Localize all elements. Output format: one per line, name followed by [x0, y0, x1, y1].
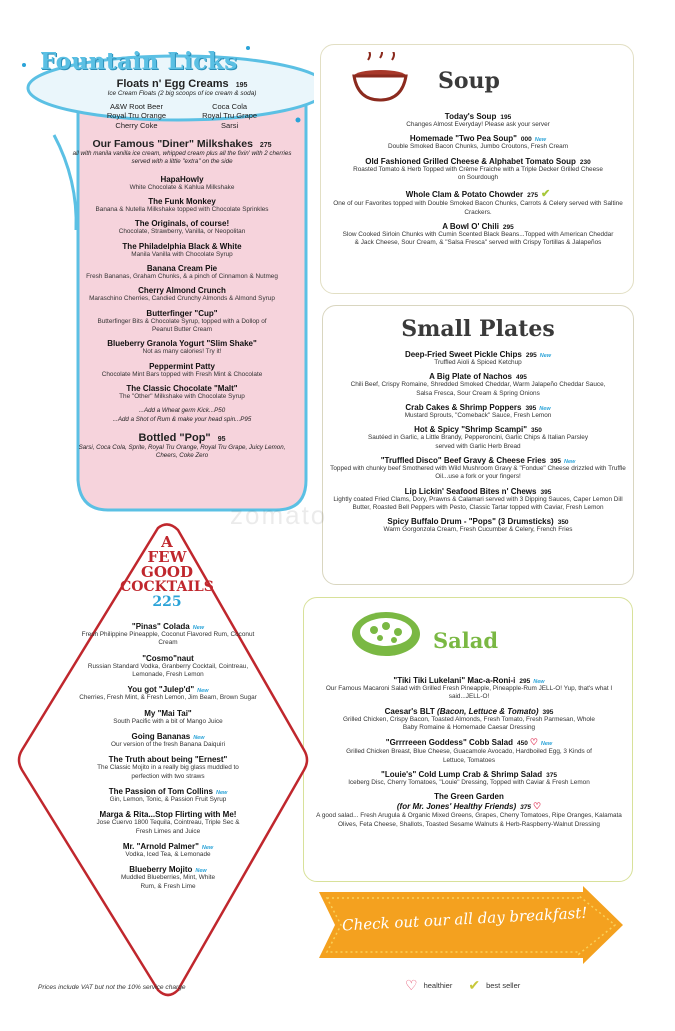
item-name: The Originals, of course!	[134, 219, 230, 229]
addon-line: ...Add a Shot of Rum & make your head spin...P95	[112, 415, 252, 423]
menu-item	[62, 362, 302, 379]
menu-item	[78, 732, 258, 749]
menu-item	[62, 384, 302, 401]
item-price: 395	[550, 457, 561, 465]
item-name: Lip Lickin' Seafood Bites n' Chews	[404, 486, 537, 496]
item-name: The Passion of Tom Collins	[108, 786, 213, 796]
menu-item	[62, 197, 302, 214]
cocktails-price: 225	[152, 594, 182, 610]
item-desc: Maraschino Cherries, Candied Crunchy Almonds & Almond Syrup	[89, 295, 275, 303]
bottled-title: Bottled "Pop"	[138, 431, 211, 444]
item-price: 350	[531, 427, 542, 435]
vat-note: Prices include VAT but not the 10% service charge	[38, 984, 186, 991]
item-name: Cherry Almond Crunch	[138, 286, 226, 296]
item-desc: Sautéed in Garlic, a Little Brandy, Pepperoncini, Garlic Chips & Italian Parsley served with Garlic Herb Bread	[367, 434, 589, 450]
item-subname: (for Mr. Jones' Healthy Friends)	[396, 802, 517, 812]
item-desc: Vodka, Iced Tea, & Lemonade	[125, 850, 211, 858]
item-price: 395	[525, 404, 537, 412]
item-desc: Iceberg Disc, Cherry Tomatoes, "Louie" Dressing, Topped with Caviar & Fresh Lemon	[348, 778, 590, 786]
item-price: 395	[540, 488, 552, 496]
menu-item	[78, 685, 258, 702]
bottled-price: 95	[217, 435, 226, 443]
item-desc: The "Other" Milkshake with Chocolate Syrup	[119, 392, 245, 400]
item-name: You got "Julep'd"	[127, 685, 195, 695]
salad-title: Salad	[433, 628, 499, 653]
item-desc: A good salad... Fresh Arugula & Organic Mixed Greens, Grapes, Cherry Tomatoes, Ripe Oranges, Kalamata Olives, Feta Cheese, Shallots, Toasted Sesame Walnuts & Herb-Raspberry-Walnut Dressing	[316, 812, 622, 828]
item-name: Butterfinger "Cup"	[146, 308, 218, 318]
item-name: A Big Plate of Nachos	[429, 372, 512, 382]
item-desc: Manila Vanilla with Chocolate Syrup	[131, 250, 233, 258]
salad-bowl-icon	[348, 608, 424, 660]
check-icon: ✔	[468, 977, 481, 993]
fountain-menu	[62, 78, 302, 460]
menu-item	[78, 787, 258, 804]
item-desc: Lightly coated Fried Clams, Dory, Prawns & Calamari served with 3 Dipping Sauces, Caper Lemon Dill Butter, Roasted Bell Peppers with Pesto, Classic Tartar topped with Caviar, Fresh Lemon	[333, 495, 623, 511]
menu-item	[62, 286, 302, 303]
cocktails-menu	[78, 622, 258, 897]
menu-item	[78, 810, 258, 836]
new-badge: New	[563, 458, 576, 465]
item-name: Blueberry Mojito	[129, 865, 193, 875]
small-plates-menu	[330, 350, 626, 540]
item-name: Deep-Fried Sweet Pickle Chips	[404, 350, 522, 359]
item-name: "Louie's" Cold Lump Crab & Shrimp Salad	[381, 769, 543, 779]
menu-item	[330, 112, 626, 129]
item-name: Spicy Buffalo Drum - "Pops" (3 Drumsticks)	[387, 517, 554, 527]
breakfast-banner-text: Check out our all day breakfast!	[341, 903, 588, 935]
floats-header	[62, 78, 302, 90]
item-name: "Grrrreeen Goddess" Cobb Salad	[385, 738, 513, 748]
menu-item	[62, 264, 302, 281]
item-desc: Not as many calories! Try it!	[142, 348, 222, 356]
menu-item	[330, 403, 626, 420]
cocktails-title-line: GOOD	[141, 563, 193, 581]
menu-item	[62, 219, 302, 236]
item-name: Whole Clam & Potato Chowder	[405, 190, 524, 200]
new-badge: New	[197, 688, 209, 695]
item-desc: Truffled Aioli & Spiced Ketchup	[434, 359, 522, 366]
item-name: Marga & Rita...Stop Flirting with Me!	[99, 810, 237, 820]
menu-item	[313, 737, 625, 765]
new-badge: New	[540, 741, 553, 748]
new-badge: New	[539, 405, 551, 412]
item-desc: Chili Beef, Crispy Romaine, Shredded Smoked Cheddar, Warm Jalapeño Cheddar Sauce, Salsa Fresca, Sour Cream & Spring Onions	[350, 381, 606, 397]
addons	[62, 407, 302, 424]
new-badge: New	[201, 844, 214, 851]
bottled-desc: Sarsi, Coca Cola, Sprite, Royal Tru Orange, Royal Tru Grape, Juicy Lemon, Cheers, Coke Zero	[78, 443, 286, 460]
item-name: Caesar's BLT	[384, 706, 435, 716]
menu-item	[62, 242, 302, 259]
item-desc: White Chocolate & Kahlua Milkshake	[129, 183, 235, 191]
item-name: My "Mai Tai"	[144, 708, 192, 718]
item-price: 295	[502, 223, 514, 231]
item-name: A Bowl O' Chili	[442, 221, 499, 231]
soup-menu	[330, 112, 626, 253]
item-price: 375	[520, 804, 532, 812]
menu-item	[62, 339, 302, 356]
item-name: The Green Garden	[434, 792, 504, 802]
item-name: The Philadelphia Black & White	[122, 241, 242, 251]
float-flavor: Cherry Coke	[115, 120, 158, 130]
item-desc: One of our Favorites topped with Double Smoked Bacon Chunks, Carrots & Celery served with Saltine Crackers.	[333, 200, 623, 216]
float-flavor: Royal Tru Orange	[106, 111, 167, 121]
fountain-licks-title: Fountain Licks	[40, 48, 238, 75]
item-desc: Topped with chunky beef Smothered with Wild Mushroom Gravy & "Fondue" Cheese drizzled with Truffle Oil...use a fork or your fingers!	[330, 464, 626, 481]
menu-item	[313, 676, 625, 702]
menu-item	[78, 755, 258, 781]
salad-menu	[313, 676, 625, 834]
item-desc: Changes Almost Everyday! Please ask your server	[406, 121, 550, 128]
soup-title: Soup	[438, 68, 500, 94]
heart-icon: ♡	[405, 977, 418, 993]
legend-healthier-label: healthier	[423, 981, 453, 990]
small-plates-title: Small Plates	[401, 316, 555, 342]
item-name: Today's Soup	[444, 112, 497, 121]
item-name: "Cosmo"naut	[142, 653, 194, 663]
best-seller-check-icon: ✔	[540, 188, 551, 201]
menu-item	[78, 865, 258, 891]
healthier-heart-icon: ♡	[529, 737, 538, 748]
item-name: Homemade "Two Pea Soup"	[409, 134, 517, 144]
item-name: The Classic Chocolate "Malt"	[126, 383, 238, 393]
item-name: Crab Cakes & Shrimp Poppers	[405, 402, 522, 412]
bottled-header	[62, 432, 302, 444]
cocktails-title-line: FEW	[147, 548, 187, 566]
healthier-heart-icon: ♡	[533, 801, 542, 812]
item-name: "Pinas" Colada	[131, 622, 190, 631]
menu-item	[330, 350, 626, 367]
item-desc: Chocolate, Strawberry, Vanilla, or Neopolitan	[118, 228, 246, 236]
item-desc: The Classic Mojito in a really big glass muddled to perfection with two straws	[97, 764, 239, 780]
item-name: Going Bananas	[131, 731, 191, 741]
item-price: 275	[527, 192, 538, 200]
item-name: HapaHowly	[160, 174, 204, 184]
item-price: 295	[525, 352, 537, 359]
menu-item	[330, 157, 626, 183]
menu-item	[78, 842, 258, 859]
item-name: Peppermint Patty	[149, 361, 215, 371]
item-desc: Chocolate Mint Bars topped with Fresh Mint & Chocolate	[101, 370, 263, 378]
menu-item	[330, 134, 626, 151]
menu-item	[330, 517, 626, 534]
item-desc: Our version of the fresh Banana Daiquiri	[110, 740, 226, 748]
floats-subtitle: Ice Cream Floats (2 big scoops of ice cream & soda)	[107, 90, 257, 97]
item-desc: Grilled Chicken, Crispy Bacon, Toasted Almonds, Fresh Tomato, Fresh Parmesan, Whole Baby Romaine & Homemade Caesar Dressing	[343, 715, 595, 731]
item-name: Hot & Spicy "Shrimp Scampi"	[414, 425, 528, 435]
menu-item	[330, 222, 626, 248]
item-name: Mr. "Arnold Palmer"	[122, 841, 199, 851]
item-name: Old Fashioned Grilled Cheese & Alphabet Tomato Soup	[365, 156, 576, 166]
item-desc: Fresh Philippine Pineapple, Coconut Flavored Rum, Coconut Cream	[81, 631, 255, 647]
menu-item	[330, 187, 626, 217]
cocktails-title	[118, 535, 216, 610]
new-badge: New	[539, 353, 552, 359]
menu-item	[78, 622, 258, 648]
item-desc: Roasted Tomato & Herb Topped with Crème Fraiche with a Triple Decker Grilled Cheese on Sourdough	[353, 165, 603, 181]
menu-item	[313, 792, 625, 829]
item-price: 195	[500, 114, 512, 121]
new-badge: New	[195, 868, 207, 875]
float-flavors	[62, 102, 302, 130]
item-desc: Warm Gorgonzola Cream, Fresh Cucumber & Celery, French Fries	[383, 526, 573, 534]
float-flavor: Sarsi	[221, 120, 239, 130]
cocktails-title-line: A	[161, 533, 173, 551]
item-price: 395	[542, 708, 554, 716]
soup-bowl-icon	[350, 52, 428, 104]
item-desc: Butterfinger Bits & Chocolate Syrup, topped with a Dollop of Peanut Butter Cream	[97, 317, 267, 333]
item-desc: Mustard Sprouts, "Comeback" Sauce, Fresh Lemon	[404, 411, 552, 419]
addon-line: ...Add a Wheat germ Kick...P50	[138, 407, 226, 415]
float-flavor: Royal Tru Grape	[202, 111, 258, 121]
menu-item	[62, 175, 302, 192]
menu-item	[330, 487, 626, 513]
new-badge: New	[533, 679, 545, 685]
menu-item	[313, 770, 625, 787]
item-name: The Funk Monkey	[148, 196, 216, 206]
milkshakes-title: Our Famous "Diner" Milkshakes	[92, 138, 253, 151]
menu-item	[78, 709, 258, 726]
milkshakes-header	[62, 138, 302, 150]
item-desc: Banana & Nutella Milkshake topped with Chocolate Sprinkles	[95, 205, 269, 213]
item-desc: Our Famous Macaroni Salad with Grilled Fresh Pineapple, Pineapple-Rum JELL-O! Yup, that's what I said...JELL-O!	[325, 685, 613, 701]
menu-item	[78, 654, 258, 680]
item-desc: Slow Cooked Sirloin Chunks with Cumin Scented Black Beans...Topped with American Cheddar & Jack Cheese, Sour Cream, & "Salsa Fresca" served with Crispy Tortillas & Jalapeños	[342, 230, 614, 247]
item-desc: Fresh Bananas, Graham Chunks, & a pinch of Cinnamon & Nutmeg	[86, 272, 278, 280]
new-badge: New	[192, 625, 205, 631]
item-desc: Gin, Lemon, Tonic, & Passion Fruit Syrup	[109, 795, 227, 803]
item-price: 295	[519, 678, 531, 685]
new-badge: New	[534, 137, 547, 144]
item-desc: Russian Standard Vodka, Granberry Cocktail, Cointreau, Lemonade, Fresh Lemon	[87, 662, 249, 678]
float-flavors-col2	[202, 102, 257, 130]
item-desc: Grilled Chicken Breast, Blue Cheese, Guacamole Avocado, Hardboiled Egg, 3 Kinds of Lettuce, Tomatoes	[346, 748, 592, 764]
float-flavor: Coca Cola	[212, 102, 248, 111]
menu-item	[330, 456, 626, 482]
new-badge: New	[216, 789, 228, 796]
item-price: 495	[515, 374, 527, 382]
item-price: 230	[579, 158, 591, 166]
item-name: Banana Cream Pie	[146, 263, 218, 273]
item-name: "Truffled Disco" Beef Gravy & Cheese Fries	[380, 455, 547, 465]
menu-item	[313, 707, 625, 733]
menu-item	[330, 372, 626, 398]
item-desc: Jose Cuervo 1800 Tequila, Cointreau, Triple Sec & Fresh Limes and Juice	[96, 819, 240, 835]
milkshakes-subtitle: all with manila vanilla ice cream, whipped cream plus all the fixin' with 2 cherries served with a little "extra" on the side	[72, 150, 292, 165]
milkshakes-price: 275	[259, 142, 272, 150]
float-flavors-col1	[107, 102, 166, 130]
watermark: zomato	[230, 500, 328, 530]
float-flavor: A&W Root Beer	[110, 102, 163, 111]
item-desc: Double Smoked Bacon Chunks, Jumbo Croutons, Fresh Cream	[387, 143, 569, 151]
item-price: 000	[520, 136, 532, 144]
item-price: 450	[516, 740, 528, 748]
item-price: 375	[546, 771, 557, 779]
cocktails-title-line: COCKTAILS	[120, 579, 214, 595]
floats-price: 195	[235, 82, 248, 89]
legend-best-seller-label: best seller	[486, 981, 521, 990]
legend	[405, 977, 520, 994]
menu-item	[330, 425, 626, 451]
item-name: The Truth about being "Ernest"	[108, 755, 228, 765]
item-price: 350	[557, 519, 569, 527]
item-name: Blueberry Granola Yogurt "Slim Shake"	[107, 339, 257, 349]
item-desc: Muddled Blueberries, Mint, White Rum, & Fresh Lime	[120, 874, 216, 890]
floats-title: Floats n' Egg Creams	[116, 78, 229, 90]
item-desc: South Pacific with a bit of Mango Juice	[113, 717, 223, 725]
item-subname: (Bacon, Lettuce & Tomato)	[437, 706, 539, 716]
item-name: "Tiki Tiki Lukelani" Mac-a-Roni-i	[393, 676, 516, 685]
menu-item	[62, 309, 302, 335]
new-badge: New	[193, 734, 205, 741]
item-desc: Cherries, Fresh Mint, & Fresh Lemon, Jim Beam, Brown Sugar	[79, 694, 257, 702]
